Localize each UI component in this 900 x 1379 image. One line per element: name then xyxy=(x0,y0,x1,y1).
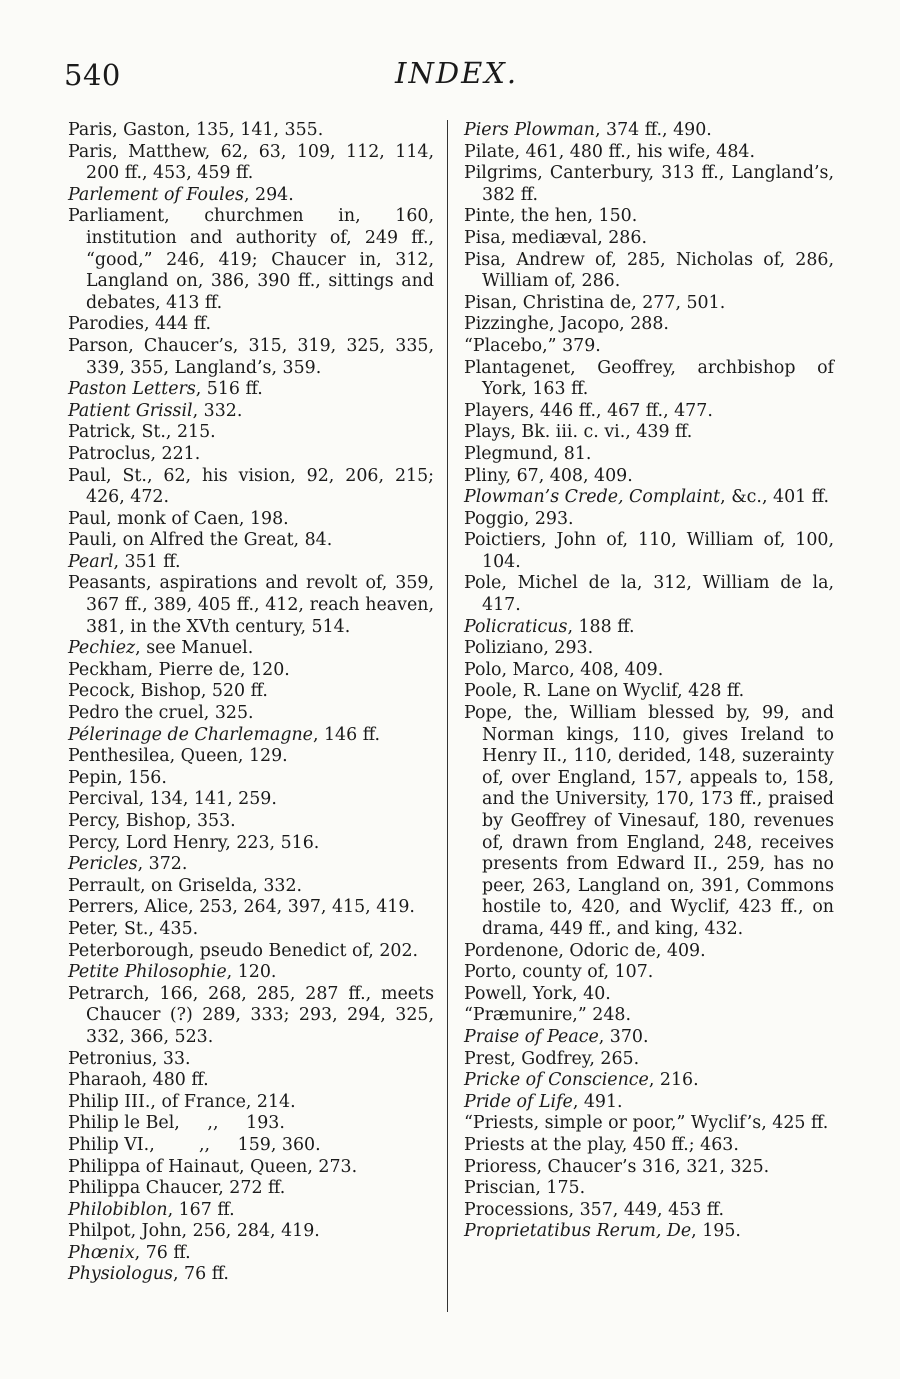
index-entry-text: , 167 ff. xyxy=(167,1199,235,1220)
index-entry xyxy=(464,466,834,488)
index-entry-text: , 372. xyxy=(137,854,188,875)
index-entry-text: Pedro the cruel, 325. xyxy=(68,703,254,724)
index-entry xyxy=(68,335,440,379)
index-entry-title: Pélerinage de Charlemagne xyxy=(68,724,313,745)
index-entry-text: Pecock, Bishop, 520 ff. xyxy=(68,681,268,702)
index-entry-text: Prioress, Chaucer’s 316, 321, 325. xyxy=(464,1156,770,1177)
index-entry-text: Philip III., of France, 214. xyxy=(68,1091,296,1112)
index-entry-text: Philip le Bel, ,, 193. xyxy=(68,1113,285,1134)
index-entry xyxy=(68,1113,434,1135)
index-entry xyxy=(464,314,834,336)
index-entry-text: , 146 ff. xyxy=(312,724,380,745)
index-entry xyxy=(68,681,434,703)
index-entry xyxy=(464,163,840,206)
index-entry xyxy=(68,1243,434,1265)
index-entry xyxy=(68,573,440,638)
index-entry-text: Peckham, Pierre de, 120. xyxy=(68,659,290,680)
index-entry-text: Pole, Michel de la, 312, William de la, 417. xyxy=(464,573,840,616)
index-entry xyxy=(68,789,434,811)
index-entry xyxy=(464,617,834,639)
index-entry-title: Phœnix xyxy=(68,1242,135,1263)
index-entry xyxy=(464,206,834,228)
index-entry xyxy=(464,444,834,466)
index-entry-text: , 76 ff. xyxy=(172,1264,229,1285)
index-entry-text: Parodies, 444 ff. xyxy=(68,314,212,335)
index-entry xyxy=(68,401,434,423)
index-entry xyxy=(464,660,834,682)
index-entry xyxy=(68,120,434,142)
index-entry xyxy=(68,1092,434,1114)
index-entry-text: Petrarch, 166, 268, 285, 287 ff., meets Chaucer (?) 289, 333; 293, 294, 325, 332, 366, 523. xyxy=(68,983,440,1047)
index-entry-text: Petronius, 33. xyxy=(68,1048,191,1069)
index-entry xyxy=(68,725,434,747)
index-entry-title: Praise of Peace xyxy=(464,1026,599,1047)
index-entry-text: Pisan, Christina de, 277, 501. xyxy=(464,292,726,313)
index-entry-title: Policraticus xyxy=(464,616,568,637)
index-entry-text: , 120. xyxy=(226,962,277,983)
index-entry-text: “Priests, simple or poor,” Wyclif’s, 425 ff. xyxy=(464,1113,829,1134)
index-entry-text: , &c., 401 ff. xyxy=(720,487,829,508)
index-entry-text: Priscian, 175. xyxy=(464,1178,586,1199)
index-entry xyxy=(68,1178,434,1200)
index-entry-title: Pericles xyxy=(68,854,138,875)
index-entry xyxy=(68,962,434,984)
index-entry xyxy=(464,638,834,660)
index-entry-text: Penthesilea, Queen, 129. xyxy=(68,746,288,767)
index-entry-text: Porto, county of, 107. xyxy=(464,962,654,983)
index-entry-text: Players, 446 ff., 467 ff., 477. xyxy=(464,400,713,421)
index-entry-title: Petite Philosophie xyxy=(68,962,227,983)
index-entry xyxy=(464,1092,834,1114)
index-entry-text: Percy, Bishop, 353. xyxy=(68,811,236,831)
index-entry-title: Proprietatibus Rerum, De xyxy=(464,1221,692,1242)
index-entry-title: Patient Grissil xyxy=(68,400,193,421)
index-entry xyxy=(68,530,434,552)
index-entry-text: Poliziano, 293. xyxy=(464,638,594,659)
index-entry-text: Paris, Gaston, 135, 141, 355. xyxy=(68,120,324,140)
index-entry xyxy=(464,142,834,164)
index-entry-text: Patrick, St., 215. xyxy=(68,422,216,443)
index-entry-text: Patroclus, 221. xyxy=(68,443,201,464)
index-entry xyxy=(68,660,434,682)
index-entry-text: Poictiers, John of, 110, William of, 100, 104. xyxy=(464,530,840,572)
index-entry-text: “Præmunire,” 248. xyxy=(464,1005,631,1026)
index-entry xyxy=(464,1049,834,1071)
index-entry xyxy=(68,703,434,725)
index-entry-text: , 195. xyxy=(691,1221,741,1242)
index-entry-title: Plowman’s Crede, Complaint xyxy=(464,487,721,508)
page-number: 540 xyxy=(64,58,121,92)
index-entry-text: Peter, St., 435. xyxy=(68,918,199,939)
index-entry xyxy=(68,314,434,336)
index-entry xyxy=(68,465,440,509)
index-entry xyxy=(68,552,434,574)
page-title: INDEX. xyxy=(395,56,519,90)
index-entry-text: , 216. xyxy=(648,1070,699,1091)
index-entry-text: Plegmund, 81. xyxy=(464,443,592,464)
index-entry-text: Prest, Godfrey, 265. xyxy=(464,1048,640,1069)
index-entry xyxy=(464,530,840,573)
index-entry xyxy=(68,833,434,855)
index-entry-text: Pope, the, William blessed by, 99, and Norman kings, 110, gives Ireland to Henry II., 110, derided, 148, suzerainty of, over England, 157, appeals to, 158, and the University, 170, 173 ff., praised by Geoffrey of Vinesauf, 180, revenues of, drawn from England, 248, receives presents from Edward II., 259, has no peer, 263, Langland on, 391, Commons hostile to, 420, and Wyclif, 423 ff., on drama, 449 ff., and king, 432. xyxy=(464,703,840,939)
index-entry xyxy=(68,638,434,660)
index-entry xyxy=(68,1157,434,1179)
index-entry-title: Pearl xyxy=(68,551,114,572)
index-entry xyxy=(464,357,840,401)
index-entry-text: Philip VI., ,, 159, 360. xyxy=(68,1134,321,1155)
index-entry xyxy=(68,1049,434,1071)
index-entry xyxy=(464,1157,834,1179)
index-entry-text: , see Manuel. xyxy=(135,638,254,659)
index-entry-text: Pepin, 156. xyxy=(68,767,167,788)
index-entry xyxy=(68,897,434,919)
index-entry xyxy=(464,249,840,293)
index-entry-text: , 294. xyxy=(243,184,294,205)
index-entry-text: Pauli, on Alfred the Great, 84. xyxy=(68,530,333,551)
index-entry-text: Powell, York, 40. xyxy=(464,983,611,1004)
index-entry xyxy=(68,811,434,833)
index-entry-text: , 374 ff., 490. xyxy=(595,120,712,140)
index-entry xyxy=(68,983,440,1049)
index-entry-text: Parson, Chaucer’s, 315, 319, 325, 335, 339, 355, Langland’s, 359. xyxy=(68,335,440,378)
index-entry xyxy=(464,1221,834,1243)
index-entry-text: Philpot, John, 256, 284, 419. xyxy=(68,1221,320,1242)
index-entry-title: Pricke of Conscience xyxy=(464,1070,649,1091)
index-entry-text: Perrers, Alice, 253, 264, 397, 415, 419. xyxy=(68,897,415,918)
index-entry-text: Pordenone, Odoric de, 409. xyxy=(464,940,706,961)
index-entry xyxy=(464,228,834,250)
index-entry xyxy=(464,120,834,142)
index-entry-text: Philippa Chaucer, 272 ff. xyxy=(68,1178,286,1199)
index-entry-text: , 491. xyxy=(572,1091,623,1112)
index-entry-text: Paul, monk of Caen, 198. xyxy=(68,508,289,529)
index-entry xyxy=(68,1221,434,1243)
index-entry-text: Percival, 134, 141, 259. xyxy=(68,789,277,810)
index-entry-text: Perrault, on Griselda, 332. xyxy=(68,875,303,896)
index-entry xyxy=(68,941,434,963)
index-entry-text: , 351 ff. xyxy=(113,551,181,572)
index-entry xyxy=(464,1135,834,1157)
index-entry xyxy=(68,876,434,898)
index-entry xyxy=(464,1027,834,1049)
index-entry-text: Plantagenet, Geoffrey, archbishop of York, 163 ff. xyxy=(464,357,840,400)
index-entry-text: , 332. xyxy=(192,400,243,421)
index-entry xyxy=(68,141,440,185)
index-entry xyxy=(68,919,434,941)
index-entry xyxy=(464,509,834,531)
index-entry-title: Pechiez xyxy=(68,638,136,659)
index-entry xyxy=(464,1005,834,1027)
index-entry-text: , 370. xyxy=(598,1026,649,1047)
index-entry-text: Paris, Matthew, 62, 63, 109, 112, 114, 200 ff., 453, 459 ff. xyxy=(68,141,440,184)
index-entry-text: Parliament, churchmen in, 160, institution and authority of, 249 ff., “good,” 246, 419; Chaucer in, 312, Langland on, 386, 390 ff., sittings and debates, 413 ff. xyxy=(68,206,440,313)
index-entry xyxy=(68,185,434,207)
index-entry-text: Percy, Lord Henry, 223, 516. xyxy=(68,832,320,853)
index-entry-title: Pride of Life xyxy=(464,1091,573,1112)
index-entry-text: Pharaoh, 480 ff. xyxy=(68,1070,209,1091)
column-divider xyxy=(447,120,448,1312)
index-entry xyxy=(464,1113,834,1135)
index-entry-text: Plays, Bk. iii. c. vi., 439 ff. xyxy=(464,422,693,443)
index-entry xyxy=(68,768,434,790)
index-entry-title: Physiologus xyxy=(68,1264,173,1285)
index-entry-title: Piers Plowman xyxy=(464,120,595,140)
index-entry-text: Peasants, aspirations and revolt of, 359, 367 ff., 389, 405 ff., 412, reach heaven, 381, in the XVth century, 514. xyxy=(68,573,440,637)
index-entry-text: , 188 ff. xyxy=(567,616,635,637)
index-entry xyxy=(464,487,834,509)
index-entry xyxy=(68,422,434,444)
index-entry xyxy=(464,1178,834,1200)
index-entry-title: Parlement of Foules xyxy=(68,184,244,205)
index-entry xyxy=(464,1070,834,1092)
index-entry-text: , 516 ff. xyxy=(195,379,263,400)
index-column-right xyxy=(464,120,840,1243)
index-entry-text: Philippa of Hainaut, Queen, 273. xyxy=(68,1156,358,1177)
index-entry xyxy=(68,379,434,401)
index-entry xyxy=(68,509,434,531)
index-entry xyxy=(68,206,440,314)
index-entry-text: Pizzinghe, Jacopo, 288. xyxy=(464,314,669,335)
index-entry-text: Polo, Marco, 408, 409. xyxy=(464,659,664,680)
index-entry-text: Pisa, Andrew of, 285, Nicholas of, 286, William of, 286. xyxy=(464,249,840,292)
index-entry-title: Philobiblon xyxy=(68,1199,168,1220)
index-entry-text: Pilgrims, Canterbury, 313 ff., Langland’s, 382 ff. xyxy=(464,163,840,205)
index-entry xyxy=(68,746,434,768)
index-entry-text: Poole, R. Lane on Wyclif, 428 ff. xyxy=(464,681,745,702)
index-entry-text: Peterborough, pseudo Benedict of, 202. xyxy=(68,940,419,961)
index-entry-text: Processions, 357, 449, 453 ff. xyxy=(464,1199,725,1220)
index-entry xyxy=(68,1200,434,1222)
index-entry xyxy=(464,336,834,358)
index-entry xyxy=(464,681,834,703)
index-entry xyxy=(464,422,834,444)
index-entry xyxy=(464,293,834,315)
index-column-left xyxy=(68,120,440,1286)
index-entry-text: Pilate, 461, 480 ff., his wife, 484. xyxy=(464,141,755,162)
index-entry xyxy=(68,444,434,466)
index-entry xyxy=(464,401,834,423)
index-entry xyxy=(464,1200,834,1222)
index-entry-text: Poggio, 293. xyxy=(464,508,574,529)
index-entry-text: “Placebo,” 379. xyxy=(464,335,601,356)
index-entry-text: Paul, St., 62, his vision, 92, 206, 215; 426, 472. xyxy=(68,465,440,508)
index-entry xyxy=(68,1070,434,1092)
index-entry xyxy=(464,573,840,616)
index-entry-text: Pliny, 67, 408, 409. xyxy=(464,465,633,486)
index-entry xyxy=(68,854,434,876)
index-entry-text: Priests at the play, 450 ff.; 463. xyxy=(464,1134,739,1155)
index-entry-text: Pinte, the hen, 150. xyxy=(464,206,638,227)
index-entry-title: Paston Letters xyxy=(68,379,196,400)
index-entry-text: , 76 ff. xyxy=(134,1242,191,1263)
index-entry xyxy=(464,984,834,1006)
index-entry xyxy=(464,962,834,984)
index-entry xyxy=(464,703,840,941)
index-entry xyxy=(68,1264,434,1286)
index-entry xyxy=(464,941,834,963)
index-entry xyxy=(68,1135,434,1157)
index-entry-text: Pisa, mediæval, 286. xyxy=(464,227,647,248)
